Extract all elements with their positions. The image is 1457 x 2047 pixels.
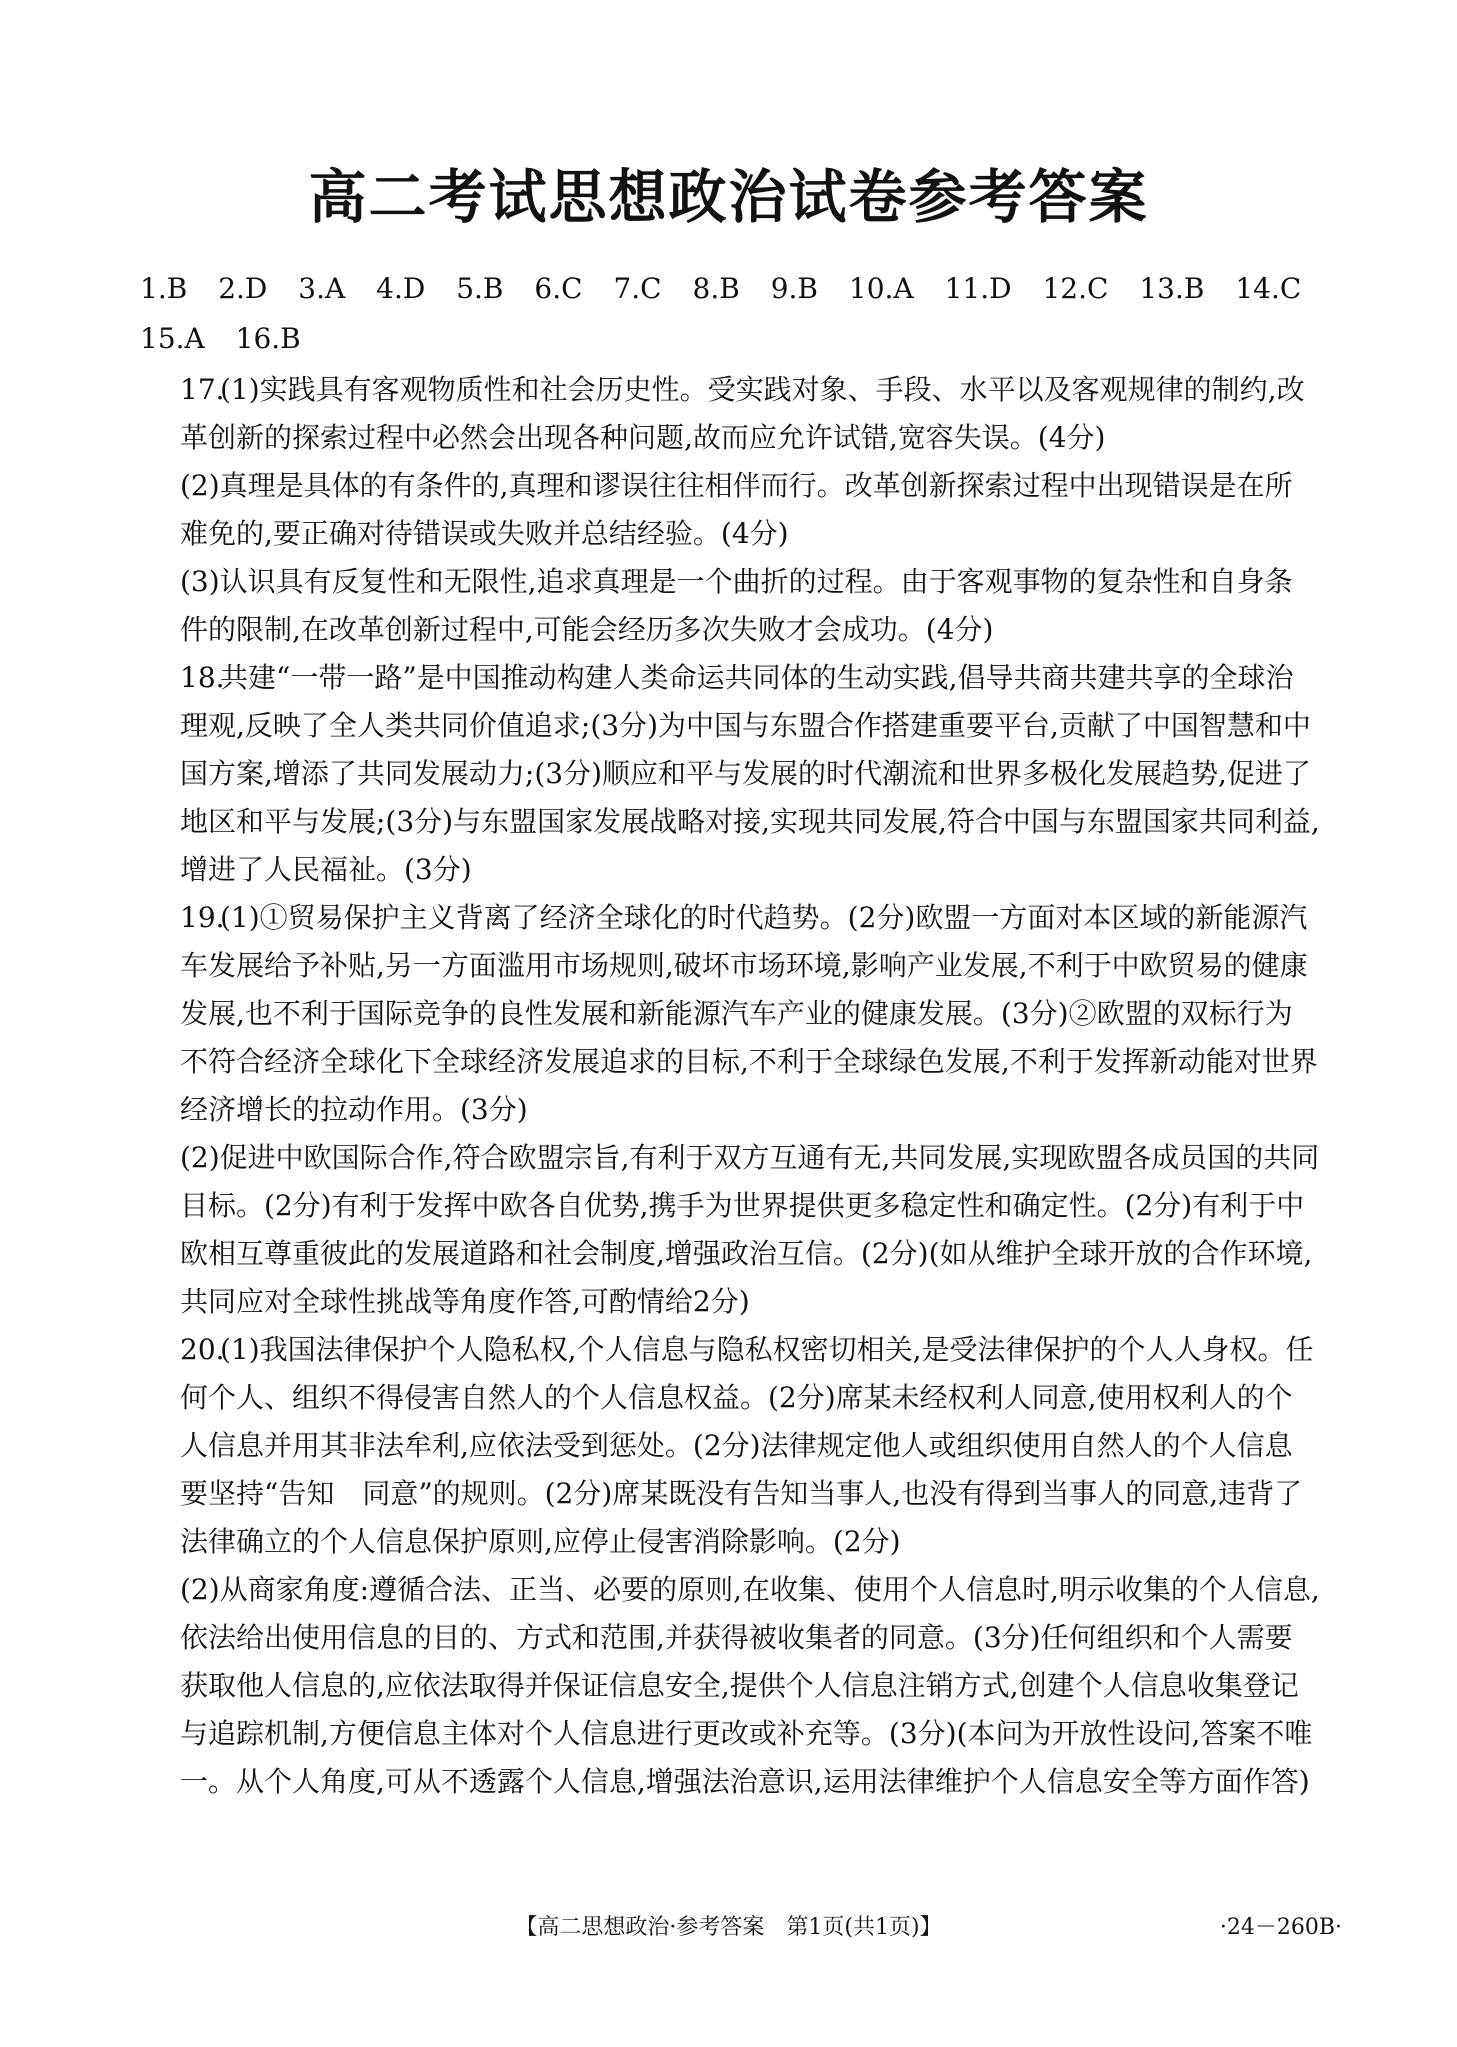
mc-answers-row-1 [140,272,1340,305]
answer-paragraph: (2)促进中欧国际合作,符合欧盟宗旨,有利于双方互通有无,共同发展,实现欧盟各成员国的共同目标。(2分)有利于发挥中欧各自优势,携手为世界提供更多稳定性和确定性。(2分)有利于中欧相互尊重彼此的发展道路和社会制度,增强政治互信。(2分)(如从维护全球开放的合作环境,共同应对全球性挑战等角度作答,可酌情给2分) [180,1141,1320,1318]
mc-answer: 1.B [140,272,188,305]
answer-paragraph: (1)我国法律保护个人隐私权,个人信息与隐私权密切相关,是受法律保护的个人人身权。任何个人、组织不得侵害自然人的个人信息权益。(2分)席某未经权利人同意,使用权利人的个人信息并用其非法牟利,应依法受到惩处。(2分)法律规定他人或组织使用自然人的个人信息要坚持“告知 同意”的规则。(2分)席某既没有告知当事人,也没有得到当事人的同意,违背了法律确立的个人信息保护原则,应停止侵害消除影响。(2分) [180,1333,1314,1558]
mc-answer: 3.A [298,272,346,305]
question-number: 19. [180,901,225,934]
footer-exam-code: ·24－260B· [1219,1915,1342,1940]
mc-answer: 4.D [376,272,426,305]
answer-paragraph: (1)①贸易保护主义背离了经济全球化的时代趋势。(2分)欧盟一方面对本区域的新能源汽车发展给予补贴,另一方面滥用市场规则,破坏市场环境,影响产业发展,不利于中欧贸易的健康发展,也不利于国际竞争的良性发展和新能源汽车产业的健康发展。(3分)②欧盟的双标行为不符合经济全球化下全球经济发展追求的目标,不利于全球绿色发展,不利于发挥新动能对世界经济增长的拉动作用。(3分) [180,901,1318,1126]
mc-answer: 15.A [140,322,205,355]
page-title: 高二考试思想政治试卷参考答案 [308,163,1149,231]
mc-answer: 5.B [456,272,504,305]
answer-paragraph: (2)真理是具体的有条件的,真理和谬误往往相伴而行。改革创新探索过程中出现错误是在所难免的,要正确对待错误或失败并总结经验。(4分) [180,469,1293,550]
mc-answer: 11.D [944,272,1012,305]
mc-answer: 12.C [1042,272,1109,305]
answer-paragraph: (2)从商家角度:遵循合法、正当、必要的原则,在收集、使用个人信息时,明示收集的个人信息,依法给出使用信息的目的、方式和范围,并获得被收集者的同意。(3分)任何组织和个人需要获取他人信息的,应依法取得并保证信息安全,提供个人信息注销方式,创建个人信息收集登记与追踪机制,方便信息主体对个人信息进行更改或补充等。(3分)(本问为开放性设问,答案不唯一。从个人角度,可从不透露个人信息,增强法治意识,运用法律维护个人信息安全等方面作答) [180,1573,1320,1798]
footer-page-info: 【高二思想政治·参考答案 第1页(共1页)】 [515,1915,942,1940]
mc-answer: 6.C [534,272,583,305]
answer-paragraph: 共建“一带一路”是中国推动构建人类命运共同体的生动实践,倡导共商共建共享的全球治理观,反映了全人类共同价值追求;(3分)为中国与东盟合作搭建重要平台,贡献了中国智慧和中国方案,增添了共同发展动力;(3分)顺应和平与发展的时代潮流和世界多极化发展趋势,促进了地区和平与发展;(3分)与东盟国家发展战略对接,实现共同发展,符合中国与东盟国家共同利益,增进了人民福祉。(3分) [180,661,1320,886]
question-number: 20. [180,1333,225,1366]
question-17 [140,366,1320,654]
mc-answer: 13.B [1139,272,1205,305]
mc-answer: 14.C [1235,272,1302,305]
mc-answer: 7.C [613,272,662,305]
mc-answer: 16.B [235,322,301,355]
question-number: 17. [180,373,225,406]
mc-answers-row-2 [140,322,1340,355]
question-20 [140,1326,1320,1806]
mc-answer: 2.D [218,272,268,305]
answer-paragraph: (3)认识具有反复性和无限性,追求真理是一个曲折的过程。由于客观事物的复杂性和自身条件的限制,在改革创新过程中,可能会经历多次失败才会成功。(4分) [180,565,1293,646]
mc-answer: 10.A [848,272,914,305]
question-18 [140,654,1320,894]
question-19 [140,894,1320,1326]
mc-answer: 8.B [692,272,740,305]
answer-paragraph: (1)实践具有客观物质性和社会历史性。受实践对象、手段、水平以及客观规律的制约,改革创新的探索过程中必然会出现各种问题,故而应允许试错,宽容失误。(4分) [180,373,1305,454]
mc-answer: 9.B [770,272,818,305]
question-number: 18. [180,661,225,694]
